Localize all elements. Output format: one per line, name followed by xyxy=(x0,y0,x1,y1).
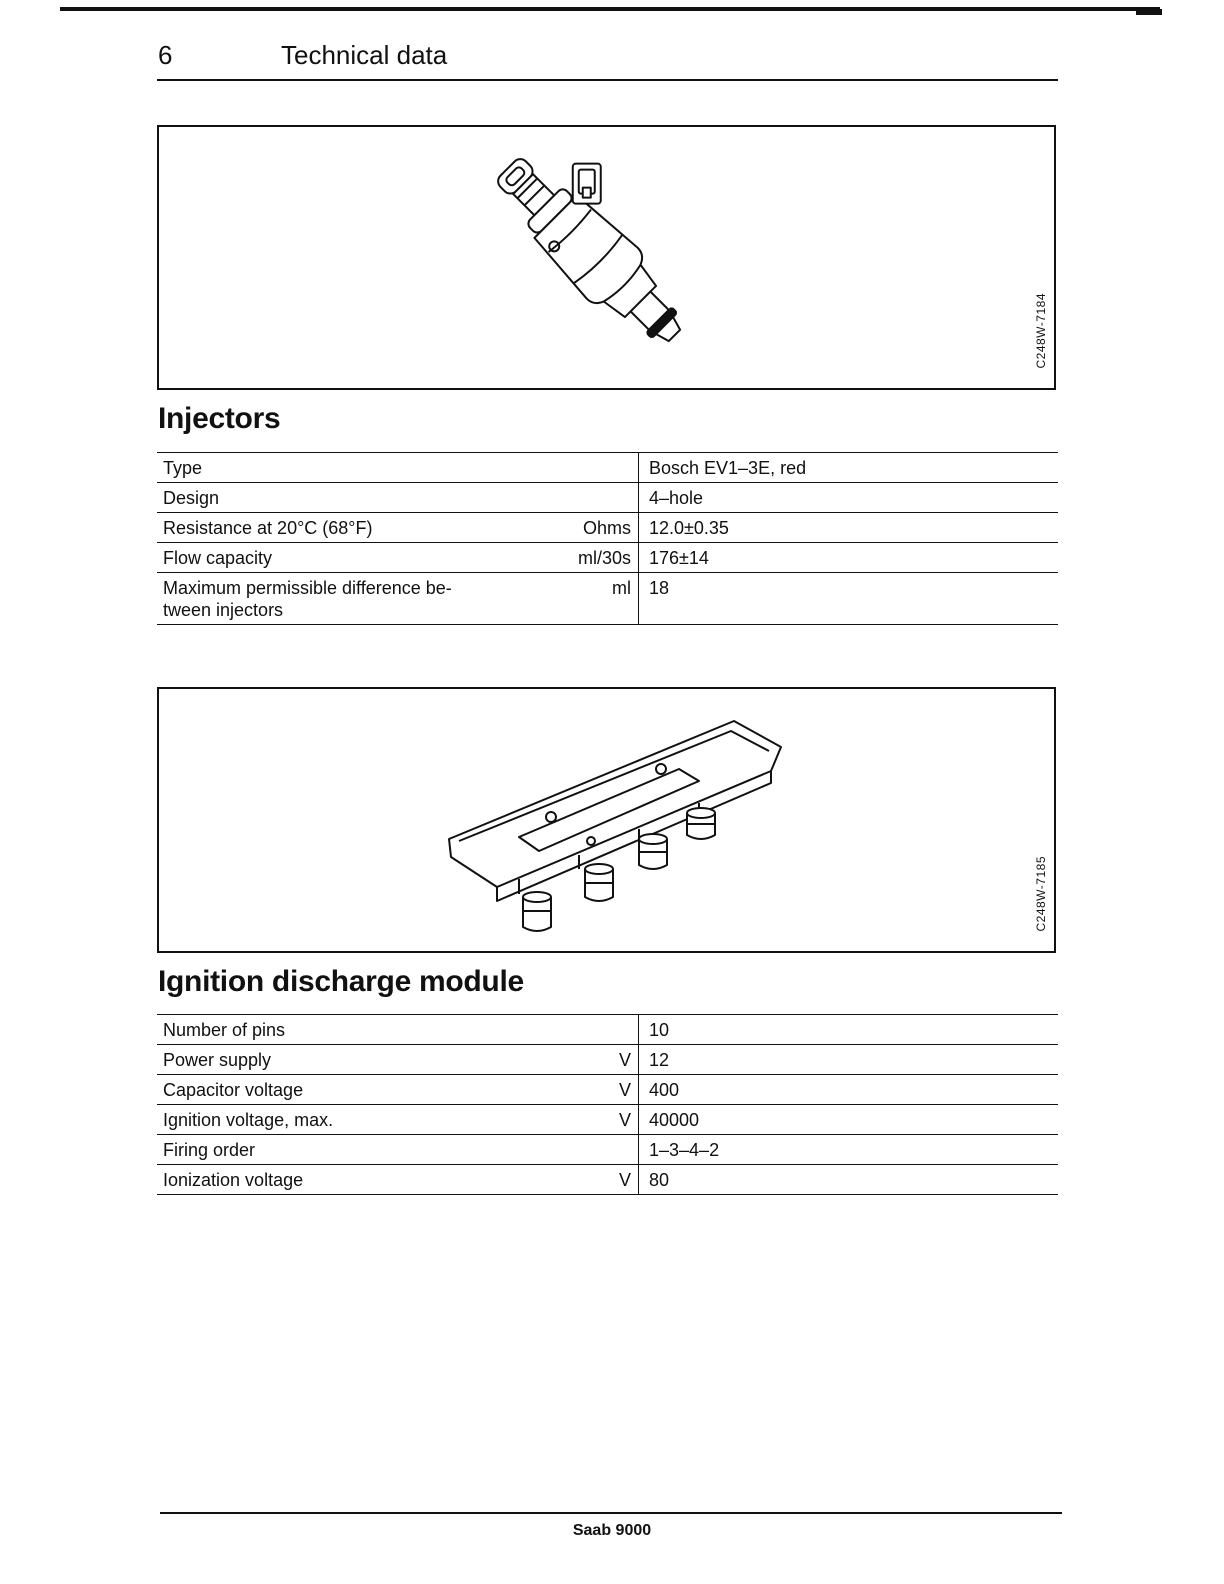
footer-text: Saab 9000 xyxy=(572,1522,652,1539)
ignition-module-table xyxy=(157,1014,1058,1195)
unit-label: ml/30s xyxy=(569,543,639,573)
page-title: Technical data xyxy=(281,40,448,70)
injector-figure xyxy=(157,125,1056,390)
value-cell: 4–hole xyxy=(639,483,1059,513)
unit-label xyxy=(569,453,639,483)
param-label: Ionization voltage xyxy=(157,1165,569,1195)
table-row xyxy=(157,1165,1058,1195)
unit-label: V xyxy=(569,1105,639,1135)
top-rule xyxy=(60,7,1160,11)
value-cell: 400 xyxy=(639,1075,1059,1105)
param-label: Power supply xyxy=(157,1045,569,1075)
injectors-heading: Injectors xyxy=(158,402,281,435)
figure-code: C248W-7185 xyxy=(1034,855,1048,931)
value-cell: 80 xyxy=(639,1165,1059,1195)
footer-rule xyxy=(160,1512,1062,1514)
param-label: Firing order xyxy=(157,1135,569,1165)
unit-label xyxy=(569,1015,639,1045)
table-row xyxy=(157,1015,1058,1045)
unit-label: ml xyxy=(569,573,639,625)
header-rule xyxy=(157,79,1058,81)
value-cell: Bosch EV1–3E, red xyxy=(639,453,1059,483)
table-row xyxy=(157,1045,1058,1075)
value-cell: 176±14 xyxy=(639,543,1059,573)
param-label: Ignition voltage, max. xyxy=(157,1105,569,1135)
table-row xyxy=(157,483,1058,513)
unit-label xyxy=(569,483,639,513)
ignition-module-figure xyxy=(157,687,1056,953)
table-row xyxy=(157,543,1058,573)
table-row xyxy=(157,1135,1058,1165)
table-row xyxy=(157,1075,1058,1105)
ignition-module-heading: Ignition discharge module xyxy=(158,965,524,998)
param-label: Design xyxy=(157,483,569,513)
param-label: Resistance at 20°C (68°F) xyxy=(157,513,569,543)
fuel-injector-illustration xyxy=(159,127,1054,388)
page-number: 6 xyxy=(158,40,173,70)
top-rule-mark xyxy=(1136,9,1162,15)
value-cell: 10 xyxy=(639,1015,1059,1045)
unit-label xyxy=(569,1135,639,1165)
param-label: Capacitor voltage xyxy=(157,1075,569,1105)
unit-label: Ohms xyxy=(569,513,639,543)
table-row xyxy=(157,513,1058,543)
value-cell: 12 xyxy=(639,1045,1059,1075)
param-label: Flow capacity xyxy=(157,543,569,573)
param-label: Number of pins xyxy=(157,1015,569,1045)
table-row xyxy=(157,453,1058,483)
value-cell: 1–3–4–2 xyxy=(639,1135,1059,1165)
unit-label: V xyxy=(569,1045,639,1075)
figure-code: C248W-7184 xyxy=(1034,292,1048,368)
ignition-module-illustration xyxy=(159,689,1054,951)
value-cell: 12.0±0.35 xyxy=(639,513,1059,543)
unit-label: V xyxy=(569,1075,639,1105)
unit-label: V xyxy=(569,1165,639,1195)
value-cell: 18 xyxy=(639,573,1059,625)
param-label: Type xyxy=(157,453,569,483)
param-label: Maximum permissible difference be- tween injectors xyxy=(157,573,569,625)
table-row xyxy=(157,1105,1058,1135)
value-cell: 40000 xyxy=(639,1105,1059,1135)
table-row xyxy=(157,573,1058,625)
injectors-table xyxy=(157,452,1058,625)
